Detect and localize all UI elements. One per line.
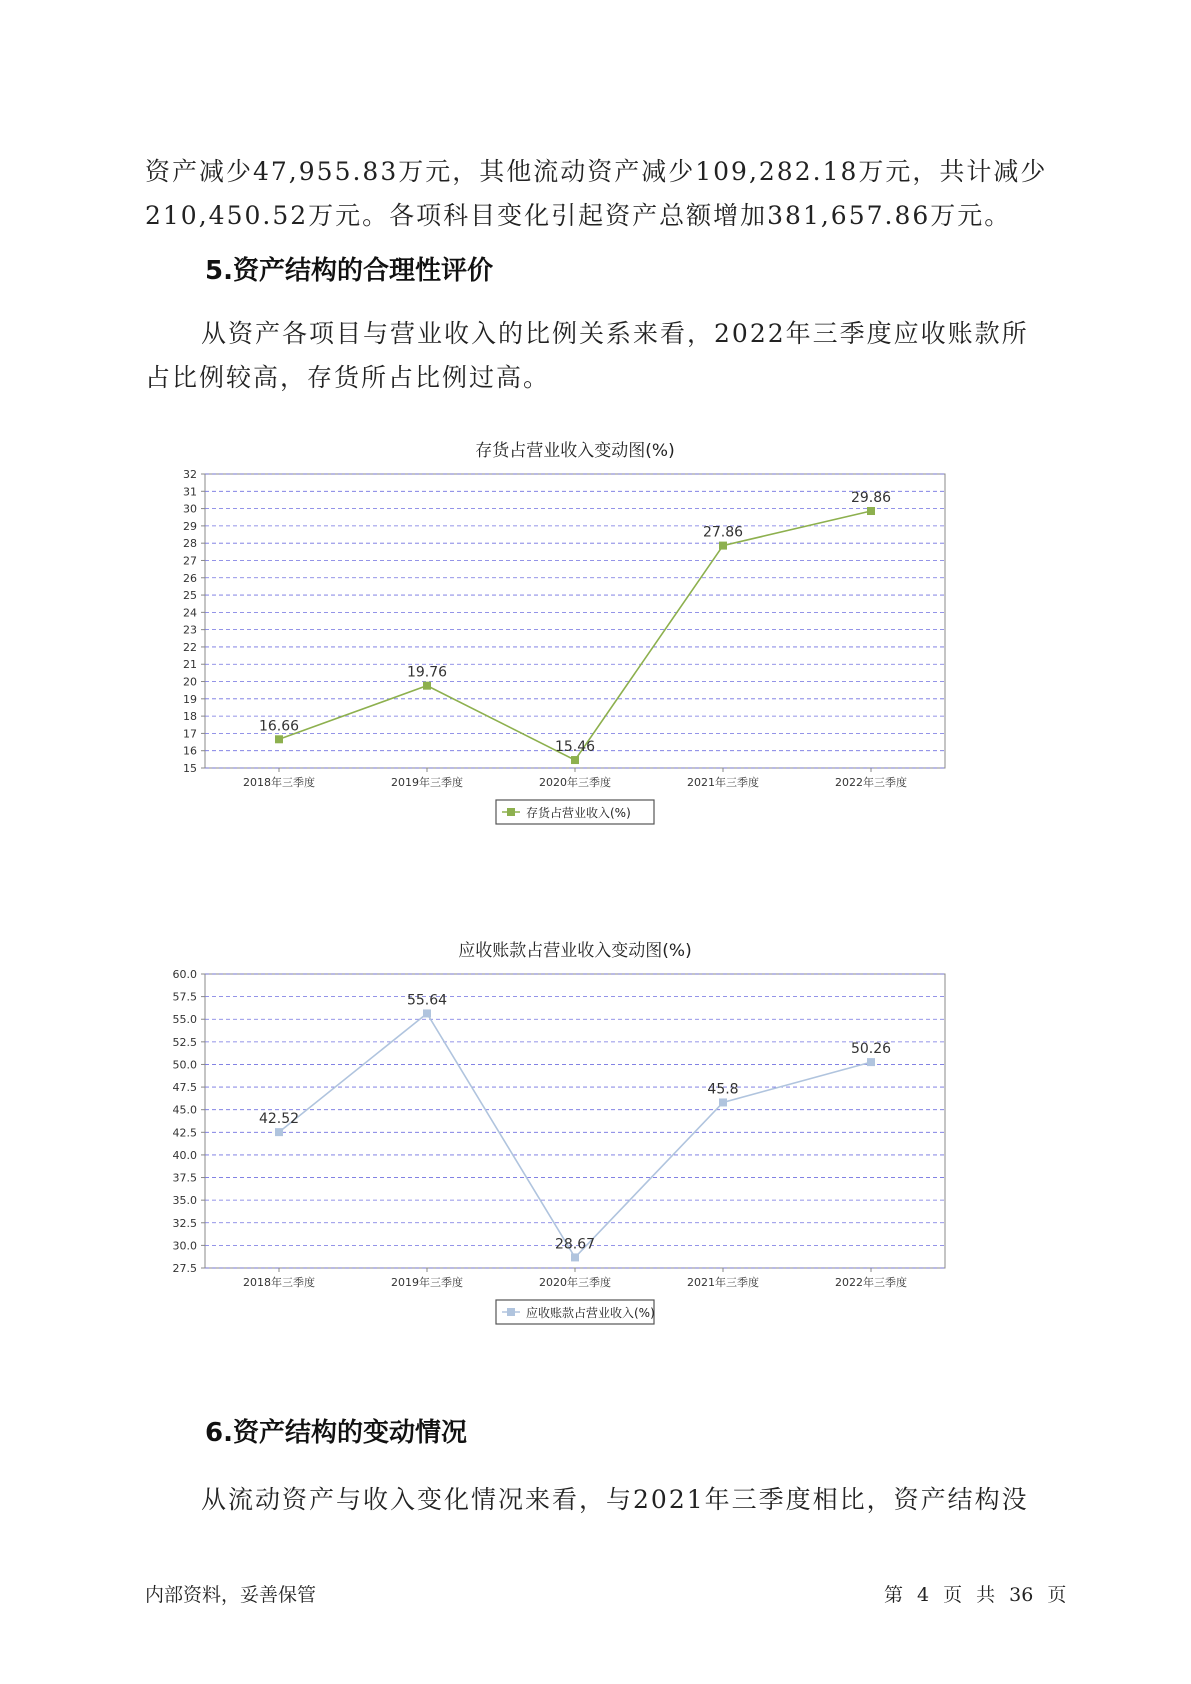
- page-suffix: 页: [1047, 1584, 1067, 1606]
- y-tick-label: 24: [183, 606, 197, 620]
- y-tick-label: 23: [183, 623, 197, 637]
- data-point-marker: [275, 735, 283, 743]
- y-tick-label: 50.0: [172, 1058, 197, 1072]
- page-mid: 页: [943, 1584, 963, 1606]
- y-tick-label: 57.5: [172, 990, 197, 1004]
- y-tick-label: 47.5: [172, 1081, 197, 1095]
- y-tick-label: 28: [183, 537, 197, 551]
- receivables-ratio-chart-svg: [145, 932, 1045, 1384]
- data-point-marker: [867, 507, 875, 515]
- paragraph-line: 从流动资产与收入变化情况来看，与2021年三季度相比，资产结构没: [201, 1485, 1029, 1514]
- y-tick-label: 20: [183, 675, 197, 689]
- y-tick-label: 16: [183, 744, 197, 758]
- chart-title: 存货占营业收入变动图(%): [475, 441, 675, 461]
- x-tick-label: 2019年三季度: [391, 1276, 463, 1289]
- y-tick-label: 30: [183, 502, 197, 516]
- data-point-marker: [571, 1253, 579, 1261]
- paragraph-structure-change: [145, 1478, 1045, 1522]
- data-label: 28.67: [554, 1236, 596, 1253]
- y-tick-label: 25: [183, 589, 197, 603]
- data-label: 15.46: [554, 739, 596, 756]
- y-tick-label: 17: [183, 727, 197, 741]
- y-tick-label: 40.0: [172, 1148, 197, 1162]
- y-tick-label: 19: [183, 692, 197, 706]
- paragraph-line: 资产减少47,955.83万元，其他流动资产减少109,282.18万元，共计减少: [145, 157, 1048, 186]
- y-tick-label: 31: [183, 485, 197, 499]
- y-tick-label: 27: [183, 554, 197, 568]
- y-tick-label: 32: [183, 468, 197, 481]
- legend-marker: [507, 1308, 515, 1316]
- legend-marker: [507, 808, 515, 816]
- page-total-prefix: 共: [976, 1584, 996, 1606]
- paragraph-line: 占比例较高，存货所占比例过高。: [145, 363, 551, 392]
- y-tick-label: 27.5: [172, 1262, 197, 1275]
- x-tick-label: 2020年三季度: [539, 776, 611, 789]
- x-tick-label: 2018年三季度: [243, 1276, 315, 1289]
- data-label: 42.52: [258, 1111, 300, 1128]
- x-tick-label: 2019年三季度: [391, 776, 463, 789]
- plot-area: [205, 974, 945, 1268]
- data-point-marker: [423, 1009, 431, 1017]
- section-heading-6: 6.资产结构的变动情况: [205, 1418, 467, 1448]
- data-point-marker: [423, 682, 431, 690]
- chart-title: 应收账款占营业收入变动图(%): [458, 941, 692, 961]
- paragraph-line: 210,450.52万元。各项科目变化引起资产总额增加381,657.86万元。: [145, 201, 1012, 230]
- y-tick-label: 45.0: [172, 1103, 197, 1117]
- page-prefix: 第: [884, 1584, 904, 1606]
- data-point-marker: [867, 1058, 875, 1066]
- x-tick-label: 2021年三季度: [687, 1276, 759, 1289]
- data-point-marker: [275, 1128, 283, 1136]
- data-label: 45.8: [707, 1081, 739, 1098]
- x-tick-label: 2022年三季度: [835, 776, 907, 789]
- footer-confidential-note: 内部资料，妥善保管: [145, 1584, 317, 1606]
- y-tick-label: 60.0: [172, 968, 197, 981]
- data-label: 27.86: [702, 524, 744, 541]
- paragraph-ratio-evaluation: [145, 312, 1045, 400]
- page-current: 4: [917, 1584, 930, 1606]
- data-label: 19.76: [406, 664, 448, 681]
- y-tick-label: 18: [183, 710, 197, 724]
- plot-area: [205, 474, 945, 768]
- y-tick-label: 22: [183, 640, 197, 654]
- legend-label: 应收账款占营业收入(%): [526, 1306, 655, 1320]
- y-tick-label: 35.0: [172, 1194, 197, 1208]
- y-tick-label: 26: [183, 571, 197, 585]
- y-tick-label: 15: [183, 762, 197, 775]
- y-tick-label: 55.0: [172, 1013, 197, 1027]
- section-heading-5: 5.资产结构的合理性评价: [205, 256, 493, 286]
- x-tick-label: 2018年三季度: [243, 776, 315, 789]
- y-tick-label: 42.5: [172, 1126, 197, 1140]
- data-point-marker: [571, 756, 579, 764]
- x-tick-label: 2020年三季度: [539, 1276, 611, 1289]
- inventory-ratio-chart-svg: [145, 432, 1045, 884]
- data-point-marker: [719, 1098, 727, 1106]
- legend-label: 存货占营业收入(%): [526, 806, 631, 820]
- x-tick-label: 2022年三季度: [835, 1276, 907, 1289]
- data-label: 50.26: [850, 1041, 892, 1058]
- page-total: 36: [1009, 1584, 1034, 1606]
- paragraph-line: 从资产各项目与营业收入的比例关系来看，2022年三季度应收账款所: [201, 319, 1029, 348]
- y-tick-label: 30.0: [172, 1239, 197, 1253]
- y-tick-label: 52.5: [172, 1035, 197, 1049]
- y-tick-label: 21: [183, 658, 197, 672]
- paragraph-asset-changes: [145, 150, 1048, 238]
- y-tick-label: 37.5: [172, 1171, 197, 1185]
- data-label: 29.86: [850, 490, 892, 507]
- y-tick-label: 32.5: [172, 1216, 197, 1230]
- receivables-ratio-chart: [145, 932, 1045, 1388]
- y-tick-label: 29: [183, 519, 197, 533]
- x-tick-label: 2021年三季度: [687, 776, 759, 789]
- data-label: 55.64: [406, 992, 448, 1009]
- data-label: 16.66: [258, 718, 300, 735]
- footer-page-number: [884, 1580, 1066, 1607]
- data-point-marker: [719, 542, 727, 550]
- inventory-ratio-chart: [145, 432, 1045, 888]
